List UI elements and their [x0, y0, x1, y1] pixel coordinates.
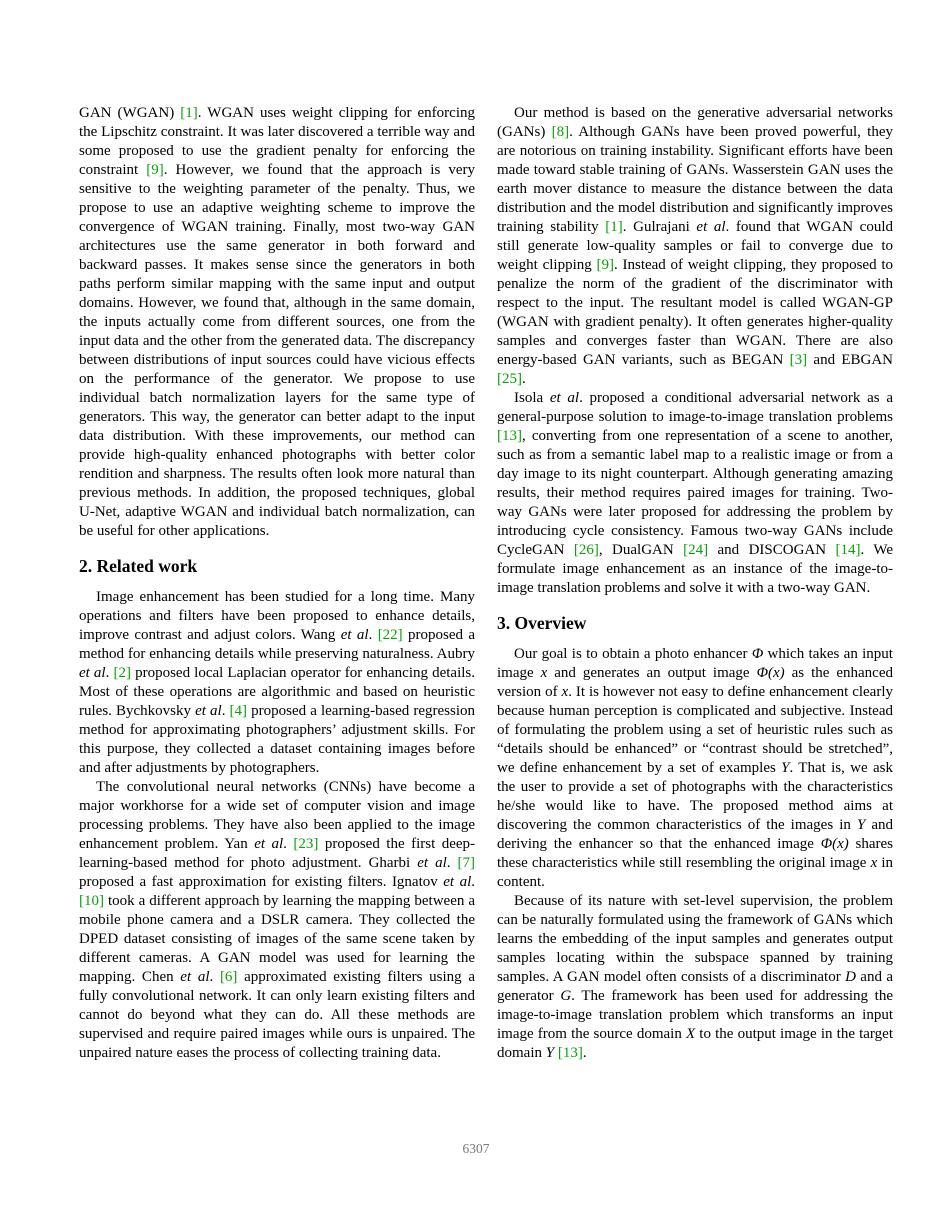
section-heading-related-work: 2. Related work	[79, 556, 198, 576]
math-symbol: Y	[781, 760, 790, 776]
italic-text: et al	[549, 390, 580, 406]
math-symbol: x	[870, 855, 878, 871]
two-column-body	[79, 104, 893, 1063]
paragraph: Because of its nature with set-level supervision, the problem can be naturally formulated using the framework of GANs which learns the embedding of the input samples and generates output samples locating within the subspace spanned by training samples. A GAN model often consists of a discriminator D and a generator G. The framework has been used for addressing the image-to-image translation problem which transforms an input image from the source domain X to the output image in the target domain Y [13].	[497, 893, 894, 1061]
italic-text: et al	[79, 665, 106, 681]
citation-link[interactable]: [13]	[497, 428, 522, 444]
citation-link[interactable]: [3]	[789, 352, 808, 368]
math-symbol: Y	[545, 1045, 555, 1061]
italic-text: et al	[340, 627, 369, 643]
citation-link[interactable]: [9]	[596, 257, 614, 273]
citation-link[interactable]: [2]	[113, 665, 131, 681]
citation-link[interactable]: [9]	[146, 162, 164, 178]
math-symbol: D	[845, 969, 856, 985]
italic-text: et al	[180, 969, 210, 985]
right-column	[497, 104, 893, 1063]
citation-link[interactable]: [10]	[79, 893, 104, 909]
citation-link[interactable]: [13]	[557, 1045, 583, 1061]
paragraph: Our method is based on the generative adversarial networks (GANs) [8]. Although GANs have been proved powerful, they are notorious on training instability. Significant efforts have been made toward stable training of GANs. Wasserstein GAN uses the earth mover distance to measure the distance between the data distribution and the model distribution and significantly improves training stability [1]. Gulrajani et al. found that WGAN could still generate low-quality samples or fail to converge due to weight clipping [9]. Instead of weight clipping, they proposed to penalize the norm of the gradient of the discriminator with respect to the input. The resultant model is called WGAN-GP (WGAN with gradient penalty). It often generates higher-quality samples and converges faster than WGAN. There are also energy-based GAN variants, such as BEGAN [3] and EBGAN [25].	[497, 105, 894, 387]
section-heading-overview: 3. Overview	[497, 613, 587, 633]
citation-link[interactable]: [24]	[683, 542, 709, 558]
page-number: 6307	[462, 1141, 490, 1156]
paragraph: The convolutional neural networks (CNNs) have become a major workhorse for a wide set of computer vision and image processing problems. They have also been applied to the image enhancement problem. Yan et al. [23] proposed the first deep-learning-based method for photo adjustment. Gharbi et al. [7] proposed a fast approximation for existing filters. Ignatov et al. [10] took a different approach by learning the mapping between a mobile phone camera and a DSLR camera. They collected the DPED dataset consisting of images of the same scene taken by different cameras. A GAN model was used for learning the mapping. Chen et al. [6] approximated existing filters using a fully convolutional network. It can only learn existing filters and cannot do beyond what they can do. All these methods are supervised and require paired images while ours is unpaired. The unpaired nature eases the process of collecting training data.	[79, 779, 476, 1061]
citation-link[interactable]: [8]	[551, 124, 570, 140]
math-symbol: x	[540, 665, 548, 681]
math-symbol: Φ(x)	[820, 836, 849, 852]
paragraph: Image enhancement has been studied for a long time. Many operations and filters have been proposed to enhance details, improve contrast and adjust colors. Wang et al. [22] proposed a method for enhancing details while preserving naturalness. Aubry et al. [2] proposed local Laplacian operator for enhancing details. Most of these operations are algorithmic and based on heuristic rules. Bychkovsky et al. [4] proposed a learning-based regression method for approximating photographers’ adjustment skills. For this purpose, they collected a dataset containing images before and after adjustments by photographers.	[79, 589, 476, 776]
italic-text: et al	[254, 836, 284, 852]
math-symbol: Φ(x)	[756, 665, 785, 681]
math-symbol: Y	[856, 817, 866, 833]
citation-link[interactable]: [22]	[377, 627, 403, 643]
math-symbol: x	[561, 684, 569, 700]
citation-link[interactable]: [6]	[219, 969, 238, 985]
italic-text: et al	[195, 703, 222, 719]
italic-text: et al	[443, 874, 472, 890]
left-column	[79, 104, 475, 1063]
italic-text: et al	[417, 855, 447, 871]
paragraph: GAN (WGAN) [1]. WGAN uses weight clipping for enforcing the Lipschitz constraint. It was later discovered a terrible way and some proposed to use the gradient penalty for enforcing the constraint [9]. However, we found that the approach is very sensitive to the weighting parameter of the penalty. Thus, we propose to use an adaptive weighting scheme to improve the convergence of WGAN training. Finally, most two-way GAN architectures use the same generator in both forward and backward passes. It makes sense since the generators in both paths perform similar mapping with the same input and output domains. However, we found that, although in the same domain, the inputs actually come from different sources, one from the input data and the other from the generated data. The discrepancy between distributions of input sources could have vicious effects on the performance of the generator. We propose to use individual batch normalization layers for the same type of generators. This way, the generator can better adapt to the input data distribution. With these improvements, our method can provide high-quality enhanced photographs with better color rendition and sharpness. The results often look more natural than previous methods. In addition, the proposed techniques, global U-Net, adaptive WGAN and individual batch normalization, can be useful for other applications.	[79, 105, 475, 539]
citation-link[interactable]: [1]	[180, 105, 198, 121]
citation-link[interactable]: [1]	[605, 219, 623, 235]
citation-link[interactable]: [14]	[835, 542, 861, 558]
citation-link[interactable]: [23]	[293, 836, 319, 852]
paragraph: Our goal is to obtain a photo enhancer Φ which takes an input image x and generates an output image Φ(x) as the enhanced version of x. It is however not easy to define enhancement clearly because human perception is complicated and subjective. Instead of formulating the problem using a set of heuristic rules such as “details should be enhanced” or “contrast should be stretched”, we define enhancement by a set of examples Y. That is, we ask the user to provide a set of photographs with the characteristics he/she would like to have. The proposed method aims at discovering the common characteristics of the images in Y and deriving the enhancer so that the enhanced image Φ(x) shares these characteristics while still resembling the original image x in content.	[497, 646, 894, 890]
paragraph: Isola et al. proposed a conditional adversarial network as a general-purpose solution to image-to-image translation problems [13], converting from one representation of a scene to another, such as from a semantic label map to a realistic image or from a day image to its night counterpart. Although generating amazing results, their method requires paired images for training. Two-way GANs were later proposed for addressing the problem by introducing cycle consistency. Famous two-way GANs include CycleGAN [26], DualGAN [24] and DISCOGAN [14]. We formulate image enhancement as an instance of the image-to-image translation problems and solve it with a two-way GAN.	[497, 390, 893, 596]
math-symbol: G	[560, 988, 572, 1004]
citation-link[interactable]: [7]	[457, 855, 476, 871]
citation-link[interactable]: [25]	[497, 371, 522, 387]
math-symbol: Φ	[751, 646, 764, 662]
citation-link[interactable]: [26]	[573, 542, 599, 558]
italic-text: et al	[696, 219, 726, 235]
math-symbol: X	[685, 1026, 696, 1042]
citation-link[interactable]: [4]	[229, 703, 248, 719]
